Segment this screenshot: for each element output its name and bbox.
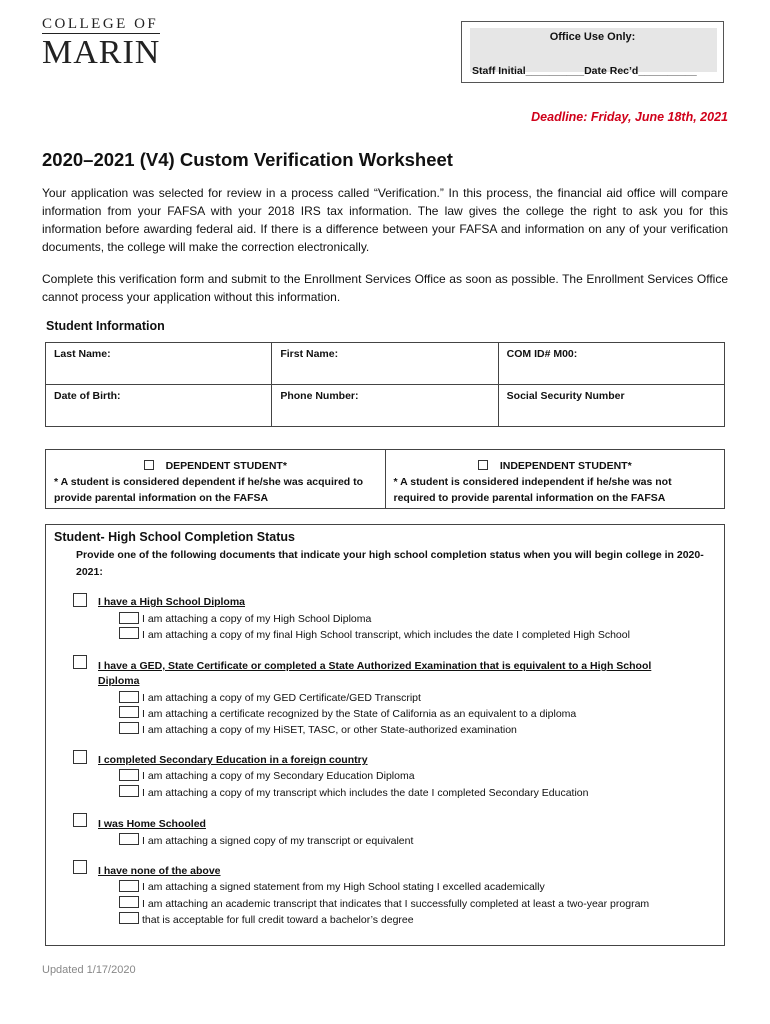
sub-option-label: I am attaching a copy of my GED Certificate/GED Transcript (142, 692, 421, 704)
date-of-birth-field[interactable]: Date of Birth: (46, 385, 272, 427)
hs-section-description: Provide one of the following documents that indicate your high school completion status when you will begin college in 2020-2021: (76, 549, 704, 578)
independent-checkbox[interactable] (478, 460, 488, 470)
logo-top-text: COLLEGE OF (42, 16, 159, 32)
phone-number-field[interactable]: Phone Number: (272, 385, 498, 427)
sub-option-checkbox[interactable] (119, 627, 139, 639)
hs-option-label: I have a High School Diploma (98, 596, 246, 608)
sub-option-checkbox[interactable] (119, 912, 139, 924)
sub-option-label: I am attaching a copy of my High School Diploma (142, 613, 372, 625)
dependent-checkbox[interactable] (144, 460, 154, 470)
college-logo (42, 16, 162, 70)
sub-option-checkbox[interactable] (119, 785, 139, 797)
hs-option-label: I completed Secondary Education in a foreign country (98, 754, 368, 766)
hs-option-label: I was Home Schooled (98, 818, 206, 830)
last-name-field[interactable]: Last Name: (46, 343, 272, 385)
ged-checkbox[interactable] (73, 655, 87, 669)
sub-option-checkbox[interactable] (119, 722, 139, 734)
logo-main-text: MARIN (42, 34, 161, 71)
none-of-above-checkbox[interactable] (73, 860, 87, 874)
sub-option-checkbox[interactable] (119, 706, 139, 718)
instructions-paragraph: Complete this verification form and submit to the Enrollment Services Office as soon as possible. The Enrollment Services Office cannot process your application without this information. (42, 272, 728, 304)
hs-diploma-checkbox[interactable] (73, 593, 87, 607)
office-use-title: Office Use Only: (549, 31, 636, 43)
dependent-label: DEPENDENT STUDENT* (165, 460, 287, 472)
sub-option-checkbox[interactable] (119, 612, 139, 624)
sub-option-checkbox[interactable] (119, 691, 139, 703)
independent-label: INDEPENDENT STUDENT* (499, 460, 632, 472)
independent-note: * A student is considered independent if he/she was not required to provide parental information on the FAFSA (393, 476, 672, 504)
foreign-education-checkbox[interactable] (73, 750, 87, 764)
hs-option-label: I have none of the above (98, 865, 221, 877)
sub-option-label: I am attaching a copy of my transcript which includes the date I completed Secondary Education (142, 787, 589, 799)
sub-option-label: I am attaching a copy of my final High School transcript, which includes the date I completed High School (142, 629, 630, 641)
dependent-note: * A student is considered dependent if he/she was acquired to provide parental information on the FAFSA (54, 476, 364, 504)
sub-option-label: I am attaching an academic transcript that indicates that I successfully completed at least a two-year program (142, 898, 650, 910)
student-info-heading: Student Information (46, 319, 165, 333)
hs-completion-section (45, 524, 725, 946)
ssn-field[interactable]: Social Security Number (498, 385, 724, 427)
com-id-field[interactable]: COM ID# M00: (498, 343, 724, 385)
office-use-box (461, 21, 724, 83)
first-name-field[interactable]: First Name: (272, 343, 498, 385)
sub-option-checkbox[interactable] (119, 880, 139, 892)
deadline-text: Deadline: Friday, June 18th, 2021 (531, 110, 728, 124)
page-title: 2020–2021 (V4) Custom Verification Worksheet (42, 149, 453, 170)
home-schooled-checkbox[interactable] (73, 813, 87, 827)
hs-option-label: I have a GED, State Certificate or completed a State Authorized Examination that is equivalent to a High School Diploma (98, 660, 652, 687)
dependency-status-box (45, 449, 725, 509)
sub-option-checkbox[interactable] (119, 833, 139, 845)
sub-option-checkbox[interactable] (119, 896, 139, 908)
office-use-line: Staff Initial__________Date Rec’d__________ (472, 65, 697, 77)
student-info-table (45, 342, 725, 427)
sub-option-label: I am attaching a signed statement from my High School stating I excelled academically (142, 881, 545, 893)
dependent-cell (46, 450, 385, 508)
sub-option-label: I am attaching a certificate recognized by the State of California as an equivalent to a diploma (142, 708, 577, 720)
sub-option-checkbox[interactable] (119, 769, 139, 781)
sub-option-label: I am attaching a copy of my Secondary Education Diploma (142, 770, 415, 782)
independent-cell (385, 450, 725, 508)
intro-paragraph: Your application was selected for review in a process called “Verification.” In this process, the financial aid office will compare information from your FAFSA with your 2018 IRS tax information. The law gives the college the right to ask you for this information before awarding federal aid. If there is a difference between your FAFSA and information on any of your verification documents, the college will make the correction electronically. (42, 186, 728, 254)
sub-option-label: I am attaching a copy of my HiSET, TASC, or other State-authorized examination (142, 724, 517, 736)
sub-option-label: that is acceptable for full credit toward a bachelor’s degree (142, 914, 414, 926)
updated-footer: Updated 1/17/2020 (42, 964, 136, 976)
hs-section-title: Student- High School Completion Status (54, 530, 295, 544)
sub-option-label: I am attaching a signed copy of my transcript or equivalent (142, 835, 414, 847)
